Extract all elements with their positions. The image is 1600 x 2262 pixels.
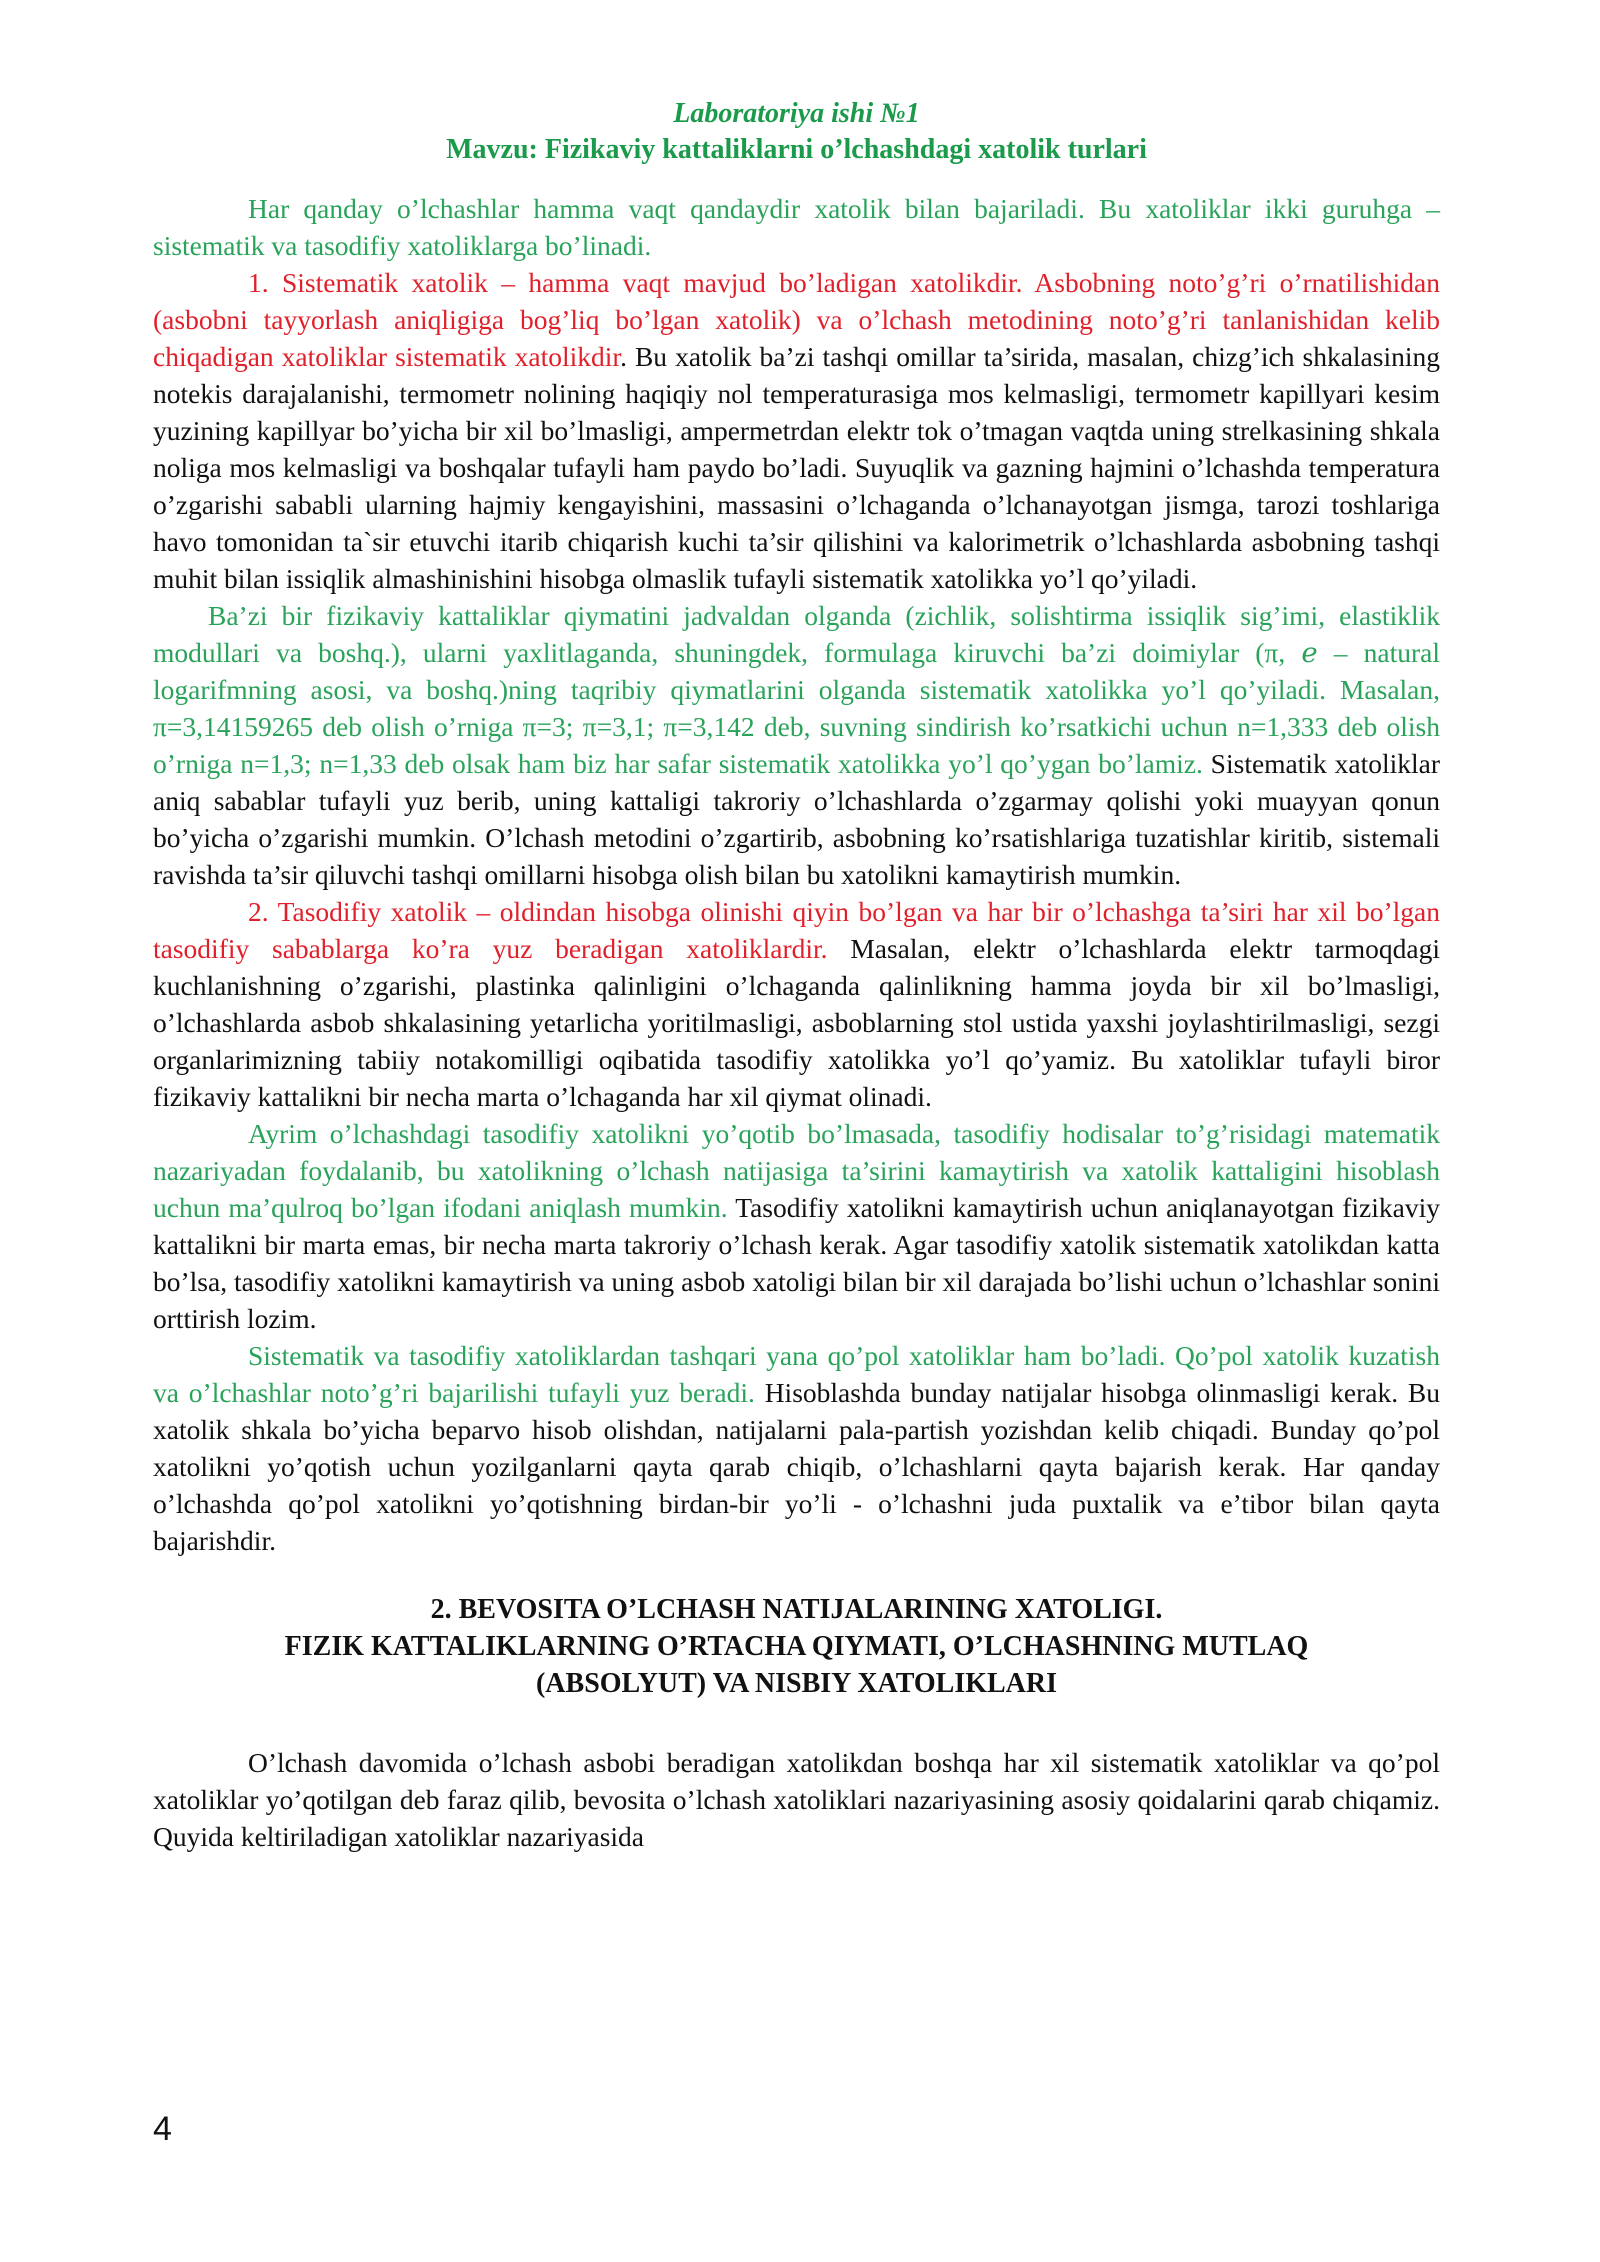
paragraph-systematic-error (153, 264, 1440, 597)
gross-error-definition: Sistematik va tasodifiy xatoliklardan tashqari yana qo’pol xatoliklar ham bo’ladi. Qo’pol xatolik kuzatish va o’lchashlar noto’g’ri bajarilishi tufayli yuz beradi. (153, 1340, 1440, 1408)
systematic-error-definition: 1. Sistematik xatolik – hamma vaqt mavjud bo’ladigan xatolikdir. Asbobning noto’g’ri o’rnatilishidan (asbobni tayyorlash aniqligiga bog’liq bo’lgan xatolik) va o’lchash metodining noto’g’ri tanlanishidan kelib chiqadigan xatoliklar sistematik xatolikdir (153, 267, 1440, 372)
section-heading-line-3: (ABSOLYUT) VA NISBIY XATOLIKLARI (535, 1668, 1058, 1699)
random-error-examples: Masalan, elektr o’lchashlarda elektr tarmoqdagi kuchlanishning o’zgarishi, plastinka qalinligini o’lchaganda qalinlikning hamma joyda bir xil bo’lmasligi, o’lchashlarda asbob shkalasining yetarlicha yoritilmasligi, asboblarning stol ustida yaxshi joylashtirilmasligi, sezgi organlarimizning tabiiy notakomilligi oqibatida tasodifiy xatolikka yo’l qo’yamiz. Bu xatoliklar tufayli biror fizikaviy kattalikni bir necha marta o’lchaganda har xil qiymat olinadi. (153, 933, 1440, 1112)
paragraph-random-error (153, 893, 1440, 1115)
section-2-heading (153, 1591, 1440, 1702)
paragraph-gross-error (153, 1337, 1440, 1559)
systematic-error-reduction: Sistematik xatoliklar aniq sabablar tufayli yuz berib, uning kattaligi takroriy o’lchashlarda o’zgarmay qolishi yoki muayyan qonun bo’yicha o’zgarishi mumkin. O’lchash metodini o’zgartirib, asbobning ko’rsatishlariga tuzatishlar kiritib, sistemali ravishda ta’sir qiluvchi tashqi omillarni hisobga olish bilan bu xatolikni kamaytirish mumkin. (153, 748, 1440, 890)
page-number: 4 (153, 2110, 172, 2148)
paragraph-random-reduction (153, 1115, 1440, 1337)
table-values-text: Ba’zi bir fizikaviy kattaliklar qiymatini jadvaldan olganda (zichlik, solishtirma issiqlik sig’imi, elastiklik modullari va boshq.), ularni yaxlitlaganda, shuningdek, formulaga kiruvchi ba’zi doimiylar (π, ℯ – natural logarifmning asosi, va boshq.)ning taqribiy qiymatlarini olganda sistematik xatolikka yo’l qo’yiladi. Masalan, π=3,14159265 deb olish o’rniga π=3; π=3,1; π=3,142 deb, suvning sindirish ko’rsatkichi uchun n=1,333 deb olish o’rniga n=1,3; n=1,33 deb olsak ham biz har safar sistematik xatolikka yo’l qo’ygan bo’lamiz. (153, 600, 1440, 779)
systematic-error-examples: . Bu xatolik ba’zi tashqi omillar ta’sirida, masalan, chizg’ich shkalasining notekis darajalanishi, termometr nolining haqiqiy nol temperaturasiga mos kelmasligi, termometr kapillyari kesim yuzining kapillyar bo’yicha bir xil bo’lmasligi, ampermetrdan elektr tok o’tmagan vaqtda uning strelkasining shkala noliga mos kelmasligi va boshqalar tufayli ham paydo bo’ladi. Suyuqlik va gazning hajmini o’lchashda temperatura o’zgarishi sababli ularning hajmiy kengayishini, massasini o’lchaganda o’lchanayotgan jismga, tarozi toshlariga havo tomonidan ta`sir etuvchi itarib chiqarish kuchi ta’sir qilishini va kalorimetrik o’lchashlarda asbobning tashqi muhit bilan issiqlik almashinishini hisobga olmaslik tufayli sistematik xatolikka yo’l qo’yiladi. (153, 341, 1440, 594)
intro-text: Har qanday o’lchashlar hamma vaqt qandaydir xatolik bilan bajariladi. Bu xatoliklar ikki guruhga – sistematik va tasodifiy xatoliklarga bo’linadi. (153, 193, 1440, 261)
topic-title: Mavzu: Fizikaviy kattaliklarni o’lchashdagi xatolik turlari (446, 134, 1147, 165)
random-error-definition: 2. Tasodifiy xatolik – oldindan hisobga olinishi qiyin bo’lgan va har bir o’lchashga ta’siri har xil bo’lgan tasodifiy sabablarga ko’ra yuz beradigan xatoliklardir. (153, 896, 1440, 964)
section-heading-line-1: 2. BEVOSITA O’LCHASH NATIJALARINING XATOLIGI. (430, 1594, 1163, 1625)
section-2-intro: O’lchash davomida o’lchash asbobi beradigan xatolikdan boshqa har xil sistematik xatoliklar va qo’pol xatoliklar yo’qotilgan deb faraz qilib, bevosita o’lchash xatoliklari nazariyasining asosiy qoidalarini qarab chiqamiz. Quyida keltiriladigan xatoliklar nazariyasida (153, 1747, 1440, 1852)
paragraph-intro (153, 190, 1440, 264)
gross-error-handling: Hisoblashda bunday natijalar hisobga olinmasligi kerak. Bu xatolik shkala bo’yicha beparvo hisob olishdan, natijalarni pala-partish yozishdan kelib chiqadi. Bunday qo’pol xatolikni yo’qotish uchun yozilganlarni qayta qarab chiqib, o’lchashlarni qayta bajarish kerak. Har qanday o’lchashda qo’pol xatolikni yo’qotishning birdan-bir yo’li - o’lchashni juda puxtalik va e’tibor bilan qayta bajarishdir. (153, 1377, 1440, 1556)
paragraph-table-values (153, 597, 1440, 893)
random-theory-text: Ayrim o’lchashdagi tasodifiy xatolikni yo’qotib bo’lmasada, tasodifiy hodisalar to’g’risidagi matematik nazariyadan foydalanib, bu xatolikning o’lchash natijasiga ta’sirini kamaytirish va xatolik kattaligini hisoblash uchun ma’qulroq bo’lgan ifodani aniqlash mumkin. (153, 1118, 1440, 1223)
page-content (153, 96, 1440, 1855)
section-heading-line-2: FIZIK KATTALIKLARNING O’RTACHA QIYMATI, O’LCHASHNING MUTLAQ (284, 1631, 1309, 1662)
lab-title: Laboratoriya ishi №1 (673, 98, 920, 129)
random-repeat-text: Tasodifiy xatolikni kamaytirish uchun aniqlanayotgan fizikaviy kattalikni bir marta emas, bir necha marta takroriy o’lchash kerak. Agar tasodifiy xatolik sistematik xatolikdan katta bo’lsa, tasodifiy xatolikni kamaytirish va uning asbob xatoligi bilan bir xil darajada bo’lishi uchun o’lchashlar sonini orttirish lozim. (153, 1192, 1440, 1334)
